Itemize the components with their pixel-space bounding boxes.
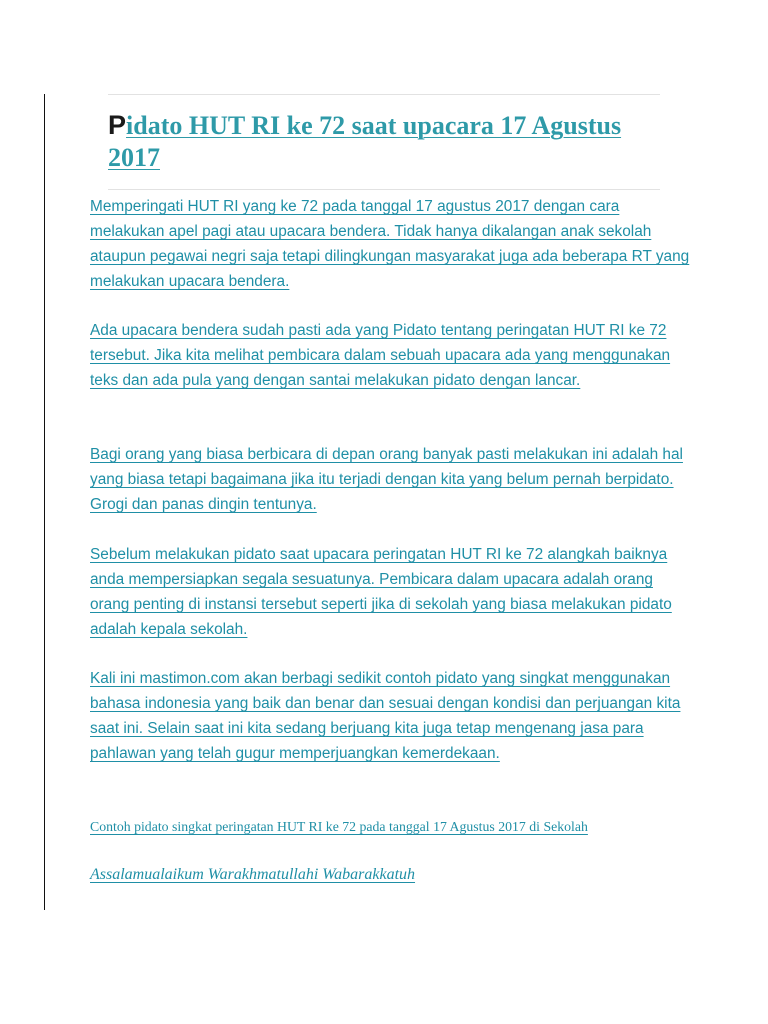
title-top-rule — [108, 94, 660, 95]
paragraph-link[interactable]: Kali ini mastimon.com akan berbagi sedikit contoh pidato yang singkat menggunakan bahasa indonesia yang baik dan benar dan sesuai dengan kondisi dan perjuangan kita saat ini. Selain saat ini kita sedang berjuang kita juga tetap mengenang jasa para pahlawan yang telah gugur memperjuangkan kemerdekaan. — [90, 670, 681, 762]
greeting-link[interactable]: Assalamualaikum Warakhmatullahi Wabarakkatuh — [90, 866, 416, 883]
paragraph-link[interactable]: Memperingati HUT RI yang ke 72 pada tanggal 17 agustus 2017 dengan cara melakukan apel pagi atau upacara bendera. Tidak hanya dikalangan anak sekolah ataupun pegawai negri saja tetapi dilingkungan masyarakat juga ada beberapa RT yang melakukan upacara bendera. — [90, 198, 690, 290]
title-bottom-rule — [108, 189, 660, 190]
paragraph-link[interactable]: Ada upacara bendera sudah pasti ada yang Pidato tentang peringatan HUT RI ke 72 tersebut. Jika kita melihat pembicara dalam sebuah upacara ada yang menggunakan teks dan ada pula yang dengan santai melakukan pidato dengan lancar. — [90, 322, 671, 389]
paragraph-link[interactable]: Sebelum melakukan pidato saat upacara peringatan HUT RI ke 72 alangkah baiknya anda mempersiapkan segala sesuatunya. Pembicara dalam upacara adalah orang orang penting di instansi tersebut seperti jika di sekolah yang biasa melakukan pidato adalah kepala sekolah. — [90, 546, 672, 638]
title-initial: P — [108, 110, 127, 140]
section-subheading-link[interactable]: Contoh pidato singkat peringatan HUT RI ke 72 pada tanggal 17 Agustus 2017 di Sekolah — [90, 819, 588, 834]
paragraph-link[interactable]: Bagi orang yang biasa berbicara di depan orang banyak pasti melakukan ini adalah hal yang biasa tetapi bagaimana jika itu terjadi dengan kita yang belum pernah berpidato. Grogi dan panas dingin tentunya. — [90, 446, 683, 513]
title-link[interactable]: idato HUT RI ke 72 saat upacara 17 Agustus 2017 — [108, 111, 622, 172]
page-title[interactable] — [108, 109, 628, 174]
left-margin-line — [44, 94, 45, 910]
